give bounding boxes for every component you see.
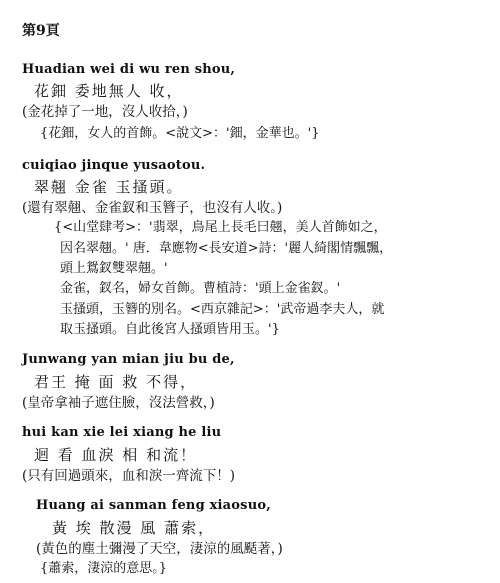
stanza-5-verse: 黃 埃 散漫 風 蕭索， — [52, 519, 216, 537]
stanza-2-note-1: {<山堂肆考>：'翡翠，鳥尾上長毛曰翹，美人首飾如之， — [54, 220, 387, 235]
stanza-2-pinyin: cuiqiao jinque yusaotou. — [22, 158, 206, 173]
stanza-2-note-5: 玉搔頭，玉簪的別名。<西京雜記>：'武帝過李夫人，就 — [60, 302, 385, 317]
stanza-1-gloss: (金花掉了一地，沒人收拾，) — [22, 104, 188, 120]
stanza-2-note-2: 因名翠翹。' 唐．韋應物<長安道>詩：'麗人綺閣情飄飄， — [60, 241, 393, 256]
stanza-3-gloss: (皇帝拿袖子遮住臉，沒法營救，) — [22, 395, 215, 411]
stanza-2-note-6: 取玉搔頭。自此後宮人搔頭皆用玉。'} — [60, 322, 280, 337]
stanza-1-verse: 花鈿 委地無人 收， — [34, 82, 184, 100]
stanza-4-gloss: (只有回過頭來，血和淚一齊流下！) — [22, 468, 236, 484]
stanza-1-note-1: {花鈿，女人的首飾。<說文>：'鈿，金華也。'} — [40, 126, 320, 141]
stanza-5-note-1: {蕭索，淒涼的意思。} — [40, 561, 168, 576]
stanza-3-pinyin: Junwang yan mian jiu bu de, — [22, 352, 235, 367]
stanza-3-verse: 君王 掩 面 救 不得， — [34, 373, 198, 391]
stanza-2-note-4: 金雀，釵名，婦女首飾。曹植詩：'頭上金雀釵。' — [60, 281, 341, 296]
page-title: 第9頁 — [22, 23, 60, 39]
stanza-4-pinyin: hui kan xie lei xiang he liu — [22, 425, 222, 440]
stanza-2-gloss: (還有翠翹、金雀釵和玉簪子，也沒有人收。) — [22, 200, 283, 216]
stanza-5-pinyin: Huang ai sanman feng xiaosuo, — [36, 498, 271, 513]
stanza-1-pinyin: Huadian wei di wu ren shou, — [22, 62, 236, 77]
stanza-2-verse: 翠翹 金雀 玉搔頭。 — [34, 178, 184, 196]
stanza-4-verse: 迴 看 血淚 相 和流！ — [34, 446, 198, 464]
stanza-2-note-3: 頭上鴛釵雙翠翹。' — [60, 261, 168, 276]
stanza-5-gloss: (黃色的塵土彌漫了天空，淒涼的風颳著，) — [36, 541, 283, 557]
